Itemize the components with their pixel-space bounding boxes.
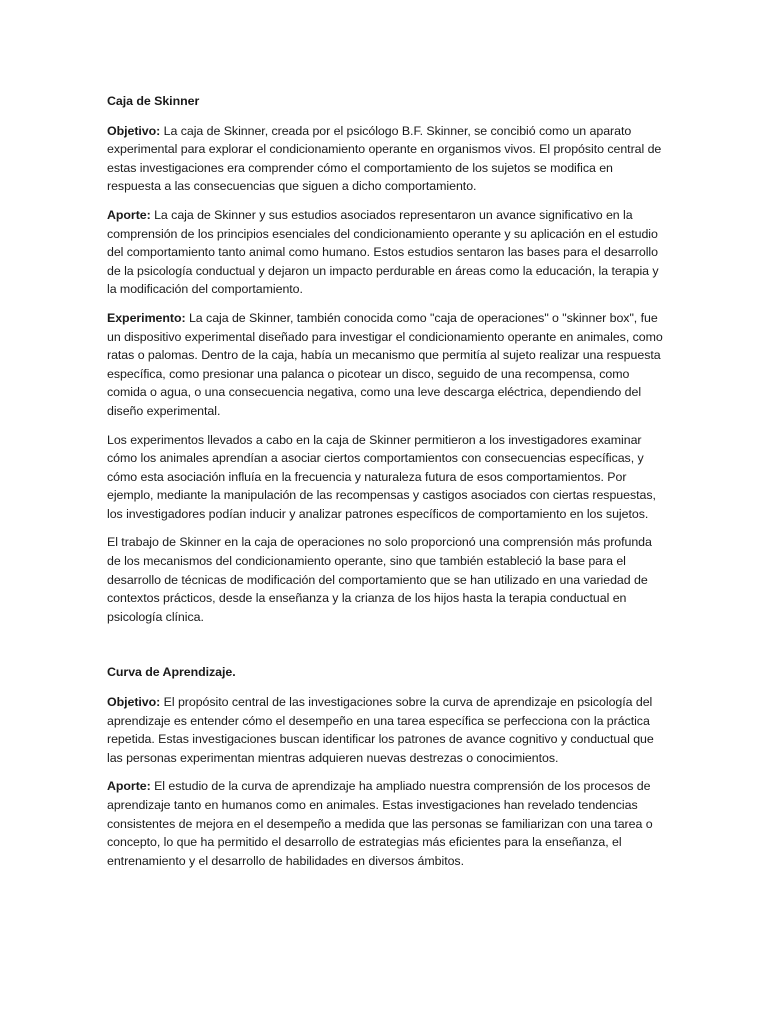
- aporte-text: La caja de Skinner y sus estudios asociados representaron un avance significativo en la comprensión de los principios esenciales del condicionamiento operante y su aplicación en el estudio del comportamiento tanto animal como humano. Estos estudios sentaron las bases para el desarrollo de la psicología conductual y dejaron un impacto perdurable en áreas como la educación, la terapia y la modificación del comportamiento.: [107, 207, 659, 297]
- aporte-label: Aporte:: [107, 207, 151, 222]
- aporte-paragraph: [107, 777, 663, 870]
- aporte-text: El estudio de la curva de aprendizaje ha ampliado nuestra comprensión de los procesos de aprendizaje tanto en humanos como en animales. Estas investigaciones han revelado tendencias consistentes de mejora en el desempeño a medida que las personas se familiarizan con una tarea o concepto, lo que ha permitido el desarrollo de estrategias más eficientes para la enseñanza, el entrenamiento y el desarrollo de habilidades en diversos ámbitos.: [107, 779, 653, 868]
- body-paragraph: El trabajo de Skinner en la caja de operaciones no solo proporcionó una comprensión más profunda de los mecanismos del condicionamiento operante, sino que también estableció la base para el desarrollo de técnicas de modificación del comportamiento que se han utilizado en una variedad de contextos prácticos, desde la enseñanza y la crianza de los hijos hasta la terapia conductual en psicología clínica.: [107, 535, 652, 624]
- section-spacer: [107, 636, 663, 663]
- objetivo-text: La caja de Skinner, creada por el psicólogo B.F. Skinner, se concibió como un aparato experimental para explorar el condicionamiento operante en organismos vivos. El propósito central de estas investigaciones era comprender cómo el comportamiento de los sujetos se modifica en respuesta a las consecuencias que siguen a dicho comportamiento.: [107, 123, 662, 194]
- experimento-text: La caja de Skinner, también conocida como "caja de operaciones" o "skinner box", fue un dispositivo experimental diseñado para investigar el condicionamiento operante en animales, como ratas o palomas. Dentro de la caja, había un mecanismo que permitía al sujeto realizar una respuesta específica, como presionar una palanca o picotear un disco, seguido de una recompensa, como comida o agua, o una consecuencia negativa, como una leve descarga eléctrica, dependiendo del diseño experimental.: [107, 310, 663, 418]
- experimento-paragraph: [107, 309, 663, 421]
- body-paragraph: Los experimentos llevados a cabo en la caja de Skinner permitieron a los investigadores examinar cómo los animales aprendían a asociar ciertos comportamientos con consecuencias específicas, y cómo esta asociación influía en la frecuencia y naturaleza futura de esos comportamientos. Por ejemplo, mediante la manipulación de las recompensas y castigos asociados con ciertas respuestas, los investigadores podían inducir y analizar patrones específicos de comportamiento en los sujetos.: [107, 432, 656, 521]
- aporte-paragraph: [107, 206, 663, 299]
- experimento-label: Experimento:: [107, 310, 186, 325]
- objetivo-paragraph: [107, 693, 663, 767]
- objetivo-text: El propósito central de las investigaciones sobre la curva de aprendizaje en psicología del aprendizaje es entender cómo el desempeño en una tarea específica se perfecciona con la práctica repetida. Estas investigaciones buscan identificar los patrones de avance cognitivo y conductual que las personas experimentan mientras adquieren nuevas destrezas o conocimientos.: [107, 695, 654, 765]
- objetivo-paragraph: [107, 122, 663, 196]
- section-title: Caja de Skinner: [107, 94, 200, 108]
- section-curva-de-aprendizaje: [107, 663, 663, 870]
- aporte-label: Aporte:: [107, 779, 151, 794]
- objetivo-label: Objetivo:: [107, 123, 161, 138]
- objetivo-label: Objetivo:: [107, 695, 161, 710]
- section-title: Curva de Aprendizaje.: [107, 665, 236, 680]
- section-caja-de-skinner: [107, 92, 663, 626]
- document-page: [107, 92, 663, 880]
